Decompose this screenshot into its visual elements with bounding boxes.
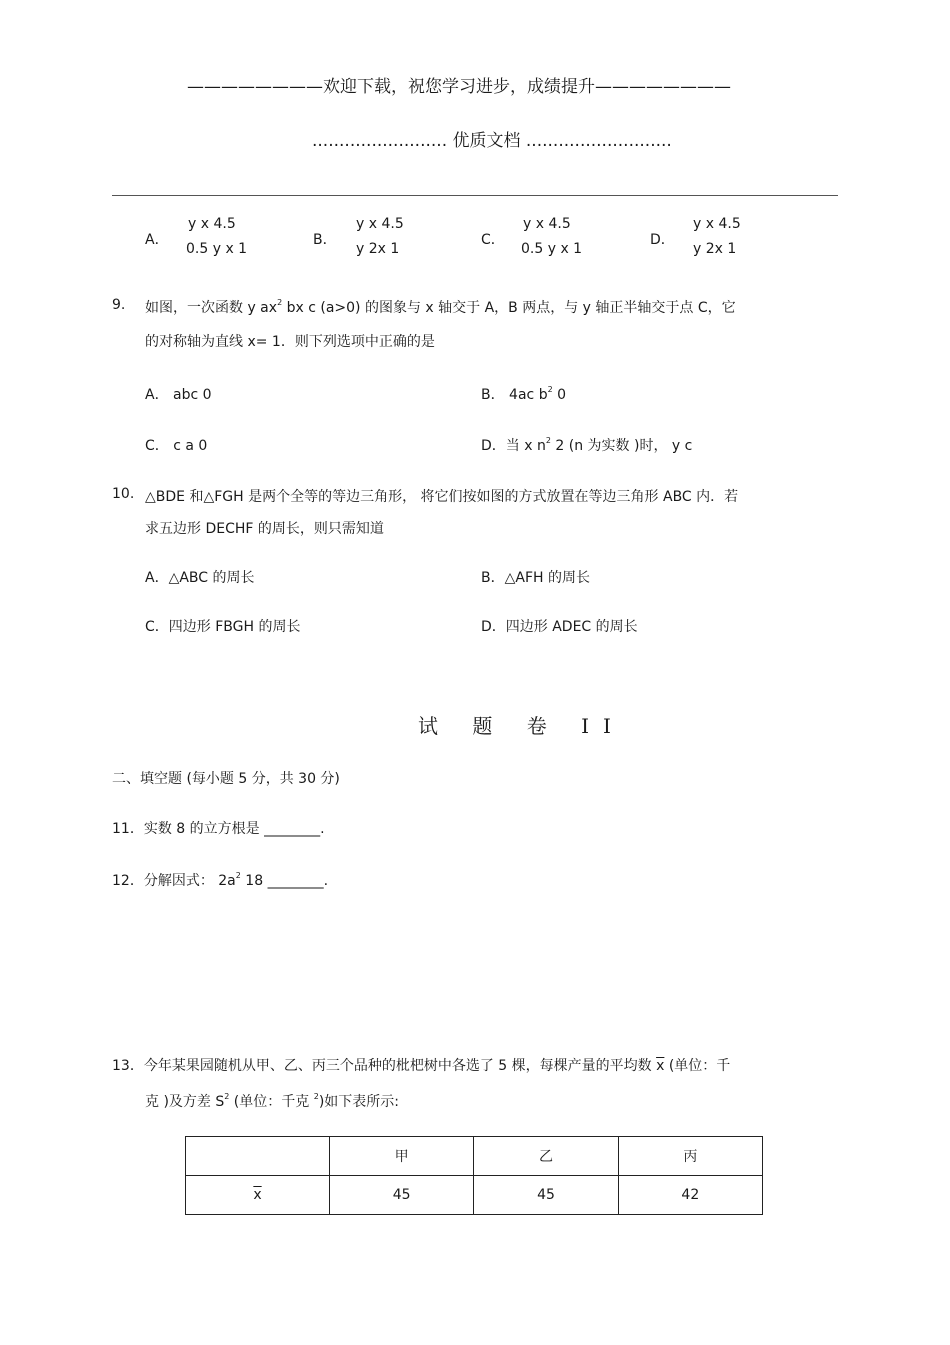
table-header-cell: 乙 — [474, 1137, 618, 1176]
q9-number: 9. — [112, 297, 126, 313]
q9-option-d: D．当 x $n^2$ 2 (n 为实数 )时， y c — [481, 436, 693, 454]
header-divider — [112, 195, 838, 196]
table-header-cell: 丙 — [618, 1137, 762, 1176]
table-header-cell — [186, 1137, 330, 1176]
section-title: 试 题 卷 II — [418, 714, 625, 738]
q10-option-a: A．△ABC 的周长 — [145, 570, 255, 586]
q9-stem-line2: 的对称轴为直线 x= 1．则下列选项中正确的是 — [145, 334, 435, 350]
table-cell: 45 — [474, 1176, 618, 1215]
q11: 11．实数 8 的立方根是 ________. — [112, 821, 325, 837]
q12: 12．分解因式： $2a^2$ 18 ________. — [112, 871, 329, 889]
q8-option-a-label: A． — [145, 232, 169, 248]
section-fill-in-heading: 二、填空题 (每小题 5 分，共 30 分) — [112, 771, 340, 787]
table-row-label: $\overline{x}$ — [186, 1176, 330, 1215]
q10-option-d: D．四边形 ADEC 的周长 — [481, 619, 638, 635]
q13-line2: 克 )及方差 $S^2$ (单位：千克 $^2$)如下表所示: — [145, 1092, 399, 1110]
q8-option-c-eq1: y x 4.5 — [523, 216, 571, 232]
q8-option-d-eq1: y x 4.5 — [693, 216, 741, 232]
header-subtitle: ......................... 优质文档 ........................... — [312, 131, 672, 151]
q8-option-a-eq1: y x 4.5 — [188, 216, 236, 232]
table-cell: 45 — [330, 1176, 474, 1215]
table-row — [186, 1176, 763, 1215]
q8-option-a-eq2: 0.5 y x 1 — [186, 241, 248, 257]
mean-symbol: $\overline{x}$ — [656, 1058, 665, 1074]
q8-option-c-label: C． — [481, 232, 505, 248]
q8-option-b-eq2: y 2x 1 — [356, 241, 400, 257]
q13-line1: 13．今年某果园随机从甲、乙、丙三个品种的枇杷树中各选了 5 棵，每棵产量的平均数 $\overline{x}$ (单位：千 — [112, 1058, 731, 1074]
q8-option-c-eq2: 0.5 y x 1 — [521, 241, 583, 257]
q8-option-d-eq2: y 2x 1 — [693, 241, 737, 257]
header-banner: ————————欢迎下载，祝您学习进步，成绩提升———————— — [187, 77, 731, 97]
q10-option-b: B．△AFH 的周长 — [481, 570, 590, 586]
table-cell: 42 — [618, 1176, 762, 1215]
table-header-cell: 甲 — [330, 1137, 474, 1176]
q8-option-d-label: D． — [650, 232, 675, 248]
q9-stem-line1: 如图，一次函数 y $ax^2$ bx c (a>0) 的图象与 x 轴交于 A，B 两点，与 y 轴正半轴交于点 C，它 — [145, 298, 736, 316]
q8-option-b-eq1: y x 4.5 — [356, 216, 404, 232]
q9-option-a: A． abc 0 — [145, 387, 212, 403]
q10-stem-line1: △BDE 和△FGH 是两个全等的等边三角形， 将它们按如图的方式放置在等边三角形 ABC 内．若 — [145, 489, 739, 505]
q8-option-b-label: B． — [313, 232, 337, 248]
table-header-row — [186, 1137, 763, 1176]
yield-table — [185, 1136, 763, 1215]
q10-option-c: C．四边形 FBGH 的周长 — [145, 619, 301, 635]
q9-option-b: B． 4ac $b^2$ 0 — [481, 385, 567, 403]
q9-option-c: C． c a 0 — [145, 438, 208, 454]
q10-number: 10. — [112, 486, 135, 502]
q10-stem-line2: 求五边形 DECHF 的周长，则只需知道 — [145, 521, 384, 537]
